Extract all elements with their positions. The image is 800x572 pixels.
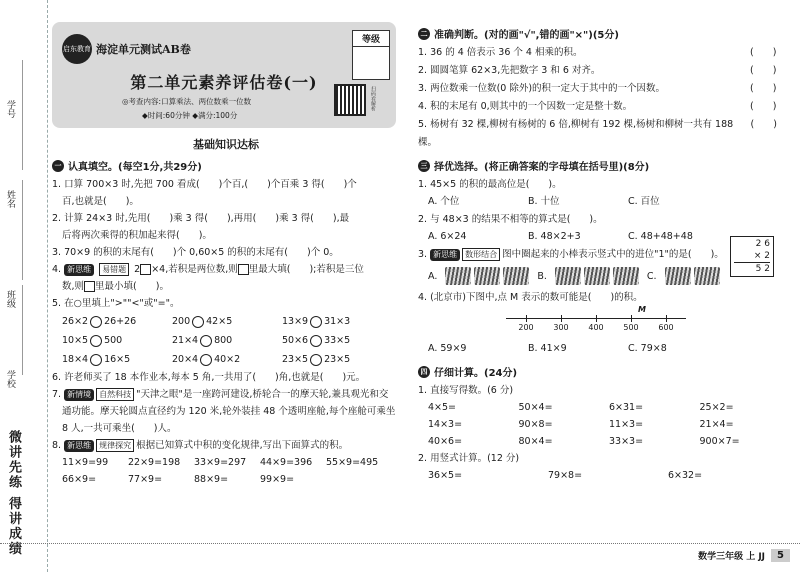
judge-item: 5. 杨树有 32 棵,柳树有杨树的 6 倍,柳树有 192 棵,杨树和柳树一共有 188 棵。 ( ) [418, 119, 777, 148]
section-heading: 择优选择。(将正确答案的字母填在括号里)(8分) [434, 162, 650, 173]
divider [22, 180, 23, 280]
section-heading: 仔细计算。(24分) [434, 368, 518, 379]
calc-row: 36×5= 79×8= 6×32= [428, 470, 703, 481]
question-text: 2. 计算 24×3 时,先用( )乘 3 得( ),再用( )乘 3 得( ),最 [52, 213, 350, 224]
section-banner: 基础知识达标 [193, 138, 259, 151]
page-number: 5 [771, 549, 790, 562]
left-column [52, 22, 400, 562]
stick-bundle-group [665, 267, 720, 285]
question-number: 4. [52, 264, 65, 275]
compare-row: 18×4 16×5 20×4 40×2 23×5 23×5 [62, 354, 351, 365]
slogan: 微讲先练 得讲成绩 [6, 430, 21, 557]
judge-item: 3. 两位数乘一位数(0 除外)的积一定大于其中的一个因数。 ( ) [418, 83, 777, 94]
blank-box[interactable] [84, 281, 95, 292]
section-2-title [418, 26, 790, 41]
calc-row: 14×3= 90×8= 11×3= 21×4= [428, 419, 734, 430]
section-1-title [52, 158, 400, 173]
tag-badge: 新情境 [64, 389, 94, 401]
compare-circle[interactable] [192, 316, 204, 328]
point-m: M [638, 305, 646, 314]
choice-options: A. 59×9 B. 41×9 C. 79×8 [428, 343, 667, 354]
compare-circle[interactable] [90, 316, 102, 328]
choice-options: A. 6×24 B. 48×2+3 C. 48+48+48 [428, 231, 693, 242]
judge-item: 1. 36 的 4 倍表示 36 个 4 相乘的积。 ( ) [418, 47, 777, 58]
section-heading: 认真填空。(每空1分,共29分) [68, 162, 202, 173]
tag-badge: 规律探究 [96, 439, 134, 452]
calc-question: 1. 直接写得数。(6 分) [418, 385, 514, 396]
compare-circle[interactable] [310, 316, 322, 328]
student-number-field[interactable]: 学号 [5, 100, 15, 118]
choice-question: 2. 与 48×3 的结果不相等的算式是( )。 [418, 214, 603, 225]
tag-badge: 自然科技 [96, 388, 134, 401]
divider [22, 285, 23, 375]
stick-bundle-group [445, 267, 529, 285]
compare-circle[interactable] [310, 335, 322, 347]
question-text: "天津之眼"是一座跨河建设,桥轮合一的摩天轮,兼具观光和交 [136, 389, 389, 400]
brand-name: 海淀单元测试AB卷 [96, 43, 191, 56]
compare-circle[interactable] [90, 335, 102, 347]
pattern-row: 66×9= 77×9= 88×9= 99×9= [62, 474, 295, 485]
stick-bundle-group [555, 267, 639, 285]
question-text: ×4,若积是两位数,则 [151, 264, 238, 275]
class-field[interactable]: 班级 [5, 290, 15, 308]
divider [22, 60, 23, 170]
vertical-calculation: 2 6 × 2 5 2 [730, 236, 774, 277]
calc-row: 40×6= 80×4= 33×3= 900×7= [428, 436, 740, 447]
compare-circle[interactable] [200, 335, 212, 347]
question-8: 8. 新思维 规律探究 根据已知算式中积的变化规律,写出下面算式的积。 [52, 440, 349, 451]
question-text: 百,也就是( )。 [62, 196, 139, 207]
blank-box[interactable] [238, 264, 249, 275]
blank-box[interactable] [140, 264, 151, 275]
number-line: 200 300 400 500 600 M [506, 310, 686, 340]
choice-question: 1. 45×5 的积的最高位是( )。 [418, 179, 562, 190]
compare-circle[interactable] [310, 354, 322, 366]
question-1 [52, 176, 400, 210]
choice-question: 4. (北京市)下图中,点 M 表示的数可能是( )的积。 [418, 292, 643, 303]
compare-row: 10×5 500 21×4 800 50×6 33×5 [62, 335, 351, 346]
question-5: 5. 在○里填上">""<"或"="。 [52, 298, 180, 309]
compare-circle[interactable] [90, 354, 102, 366]
section-3-title [418, 158, 790, 173]
tag-badge: 易错题 [99, 263, 129, 276]
calc-question: 2. 用竖式计算。(12 分) [418, 453, 520, 464]
section-4-title [418, 364, 790, 379]
exam-header [52, 22, 396, 128]
compare-row: 26×2 26+26 200 42×5 13×9 31×3 [62, 316, 351, 327]
section-badge: 一 [52, 160, 64, 172]
brand [62, 34, 191, 64]
footer-divider [0, 543, 800, 544]
question-text: 1. 口算 700×3 时,先把 700 看成( )个百,( )个百乘 3 得( )个 [52, 179, 357, 190]
question-text: 图中圈起来的小棒表示竖式中的进位"1"的是( )。 [502, 249, 724, 260]
judge-item: 2. 圆圆笔算 62×3,先把数字 3 和 6 对齐。 ( ) [418, 65, 777, 76]
binding-margin [0, 0, 48, 572]
judge-item: 4. 积的末尾有 0,则其中的一个因数一定是整十数。 ( ) [418, 101, 777, 112]
question-text: 里最大填( );若积是三位 [248, 264, 364, 275]
question-text: 8 人,一共可乘坐( )人。 [62, 423, 177, 434]
pattern-row: 11×9=99 22×9=198 33×9=297 44×9=396 55×9=495 [62, 457, 379, 468]
exam-meta: ◆时间:60分钟 ◆满分:100分 [142, 111, 238, 120]
tag-badge: 新思维 [64, 264, 94, 276]
question-text: 里最小填( )。 [95, 281, 169, 292]
brand-logo: 启东教育 [62, 34, 92, 64]
section-badge: 二 [418, 28, 430, 40]
calc-row: 4×5= 50×4= 6×31= 25×2= [428, 402, 734, 413]
compare-grid [52, 312, 400, 369]
tag-badge: 新思维 [430, 249, 460, 261]
qr-code-icon[interactable] [334, 84, 366, 116]
name-field[interactable]: 姓名 [5, 190, 15, 208]
question-6: 6. 许老师买了 18 本作业本,每本 5 角,一共用了( )角,也就是( )元。 [52, 372, 366, 383]
question-text: 2 [134, 264, 141, 275]
footer-label: 数学三年级 上 JJ [698, 552, 766, 562]
section-badge: 四 [418, 366, 430, 378]
question-text: 后将两次乘得的积加起来得( )。 [62, 230, 212, 241]
page-footer [698, 549, 790, 562]
question-text: 数,则 [62, 281, 85, 292]
qr-caption: 扫码看解析 [370, 86, 376, 111]
page-title: 第二单元素养评估卷(一) [130, 73, 318, 92]
question-2 [52, 210, 400, 244]
tag-badge: 新思维 [64, 440, 94, 452]
subtitle: ◎考查内容:口算乘法、两位数乘一位数 [122, 97, 252, 106]
choice-options: A. 个位 B. 十位 C. 百位 [428, 196, 660, 207]
compare-circle[interactable] [200, 354, 212, 366]
school-field[interactable]: 学校 [5, 370, 15, 388]
choice-question: 3. 新思维 数形结合 图中圈起来的小棒表示竖式中的进位"1"的是( )。 [418, 249, 724, 260]
stick-bundles: A. B. C. [418, 267, 790, 285]
question-text: 根据已知算式中积的变化规律,写出下面算式的积。 [136, 440, 349, 451]
section-badge: 三 [418, 160, 430, 172]
section-heading: 准确判断。(对的画"√",错的画"×")(5分) [434, 30, 619, 41]
right-column [418, 22, 790, 562]
grade-label: 等级 [353, 31, 389, 47]
question-7: 7. 新情境 自然科技 "天津之眼"是一座跨河建设,桥轮合一的摩天轮,兼具观光和交 通功能。摩天轮圆点直径约为 120 米,轮外装挂 48 个透明座舱,每个座舱可乘坐 8 人,一共可乘坐( )人。 [52, 386, 400, 437]
question-4 [52, 261, 400, 295]
question-text: 通功能。摩天轮圆点直径约为 120 米,轮外装挂 48 个透明座舱,每个座舱可乘坐 [62, 406, 396, 417]
question-3: 3. 70×9 的积的末尾有( )个 0,60×5 的积的末尾有( )个 0。 [52, 247, 339, 258]
tag-badge: 数形结合 [462, 248, 500, 261]
